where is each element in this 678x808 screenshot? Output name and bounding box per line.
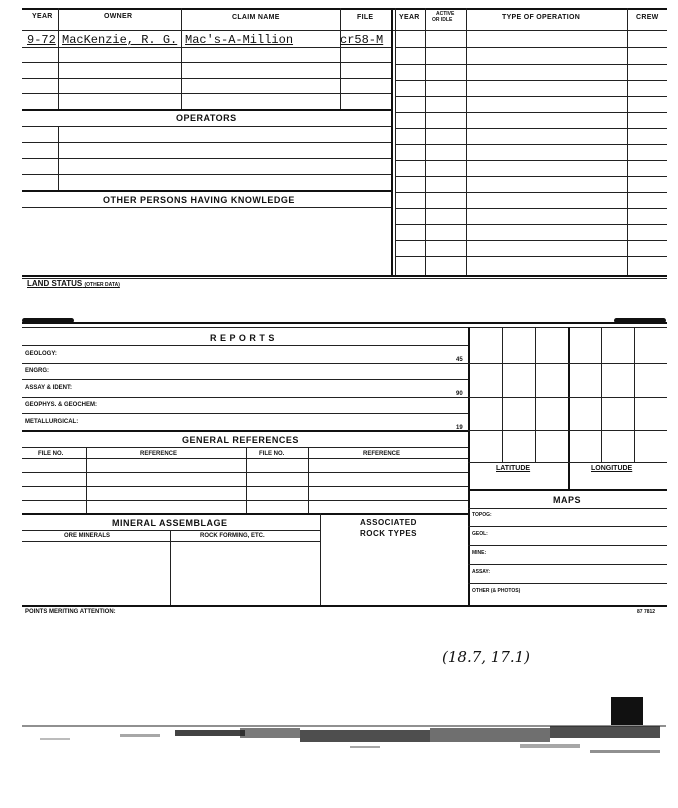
header-active-idle-1: ACTIVE	[436, 11, 455, 17]
maps-row-mine: MINE:	[472, 550, 487, 556]
ink-smudge-left	[22, 318, 74, 323]
row1-file: cr58-M	[340, 33, 384, 47]
report-num-metallurgical: 19	[456, 425, 463, 431]
longitude-label: LONGITUDE	[591, 465, 633, 472]
header-active-idle-2: OR IDLE	[432, 17, 453, 23]
row1-year: 9-72	[27, 33, 56, 47]
associated-label-1: ASSOCIATED	[360, 518, 417, 527]
reports-title: R E P O R T S	[210, 333, 275, 343]
latitude-label: LATITUDE	[496, 465, 531, 472]
maps-row-assay: ASSAY:	[472, 569, 491, 575]
report-label-assay: ASSAY & IDENT:	[25, 385, 73, 391]
associated-label-2: ROCK TYPES	[360, 529, 418, 538]
scan-artifact-noise	[0, 690, 678, 808]
ref-header-file-no-1: FILE NO.	[38, 451, 64, 457]
header-owner: OWNER	[104, 13, 133, 20]
rock-forming-label: ROCK FORMING, ETC.	[200, 533, 265, 539]
header-crew: CREW	[636, 14, 659, 21]
form-number: 87 7812	[637, 609, 656, 615]
handwritten-note: (18.7, 17.1)	[442, 648, 531, 666]
report-label-geophys: GEOPHYS. & GEOCHEM:	[25, 402, 98, 408]
report-label-geology: GEOLOGY:	[25, 351, 57, 357]
maps-title: MAPS	[553, 495, 582, 505]
report-num-assay: 90	[456, 391, 463, 397]
points-meriting-label: POINTS MERITING ATTENTION:	[25, 609, 116, 615]
report-num-geology: 45	[456, 357, 463, 363]
header-file: FILE	[357, 14, 374, 21]
ink-smudge-right	[614, 318, 666, 323]
maps-row-topog: TOPOG:	[472, 512, 492, 518]
ref-header-file-no-2: FILE NO.	[259, 451, 285, 457]
other-persons-title: OTHER PERSONS HAVING KNOWLEDGE	[103, 195, 295, 205]
report-label-engrg: ENGRG:	[25, 368, 49, 374]
header-claim-name: CLAIM NAME	[232, 14, 280, 21]
maps-row-geol: GEOL:	[472, 531, 488, 537]
report-label-metallurgical: METALLURGICAL:	[25, 419, 79, 425]
ore-minerals-label: ORE MINERALS	[64, 533, 111, 539]
maps-row-other: OTHER (& PHOTOS)	[472, 588, 521, 594]
mineral-assemblage-title: MINERAL ASSEMBLAGE	[112, 518, 228, 528]
operators-title: OPERATORS	[176, 113, 237, 123]
header-year: YEAR	[32, 13, 53, 20]
header-type-of-operation: TYPE OF OPERATION	[502, 14, 581, 21]
header-year-2: YEAR	[399, 14, 420, 21]
ref-header-reference-1: REFERENCE	[140, 451, 178, 457]
row1-claim-name: Mac's-A-Million	[185, 33, 294, 47]
general-references-title: GENERAL REFERENCES	[182, 435, 299, 445]
land-status-label: LAND STATUS (OTHER DATA)	[27, 279, 120, 288]
row1-owner: MacKenzie, R. G.	[62, 33, 178, 47]
ref-header-reference-2: REFERENCE	[363, 451, 401, 457]
